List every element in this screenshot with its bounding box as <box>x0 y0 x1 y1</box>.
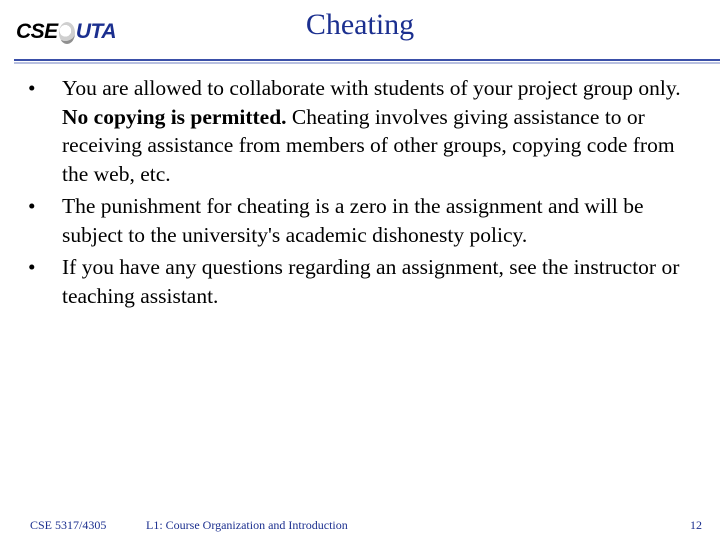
footer-course: CSE 5317/4305 <box>30 518 107 532</box>
logo-uta-text: UTA <box>75 20 116 43</box>
footer-page-number: 12 <box>690 518 702 532</box>
bullet-text: You are allowed to collaborate with students of your project group only. <box>62 76 681 100</box>
bullet-emphasis: No copying is permitted. <box>62 104 287 129</box>
bullet-text: The punishment for cheating is a zero in the assignment and will be subject to the university's academic dishonesty policy. <box>62 194 644 247</box>
bullet-text: If you have any questions regarding an assignment, see the instructor or teaching assistant. <box>62 255 680 308</box>
bullet-item-punishment <box>28 192 700 249</box>
bullet-item-collaboration <box>28 74 700 188</box>
footer-lecture: L1: Course Organization and Introduction <box>146 518 348 532</box>
bullet-text: Cheating involves giving assistance to or receiving assistance from members of other groups, copying code from the web, etc. <box>62 104 675 186</box>
slide-title: Cheating <box>305 8 415 41</box>
bullet-list <box>28 74 700 314</box>
logo-cse-text: CSE <box>16 20 58 43</box>
bullet-item-questions <box>28 253 700 310</box>
